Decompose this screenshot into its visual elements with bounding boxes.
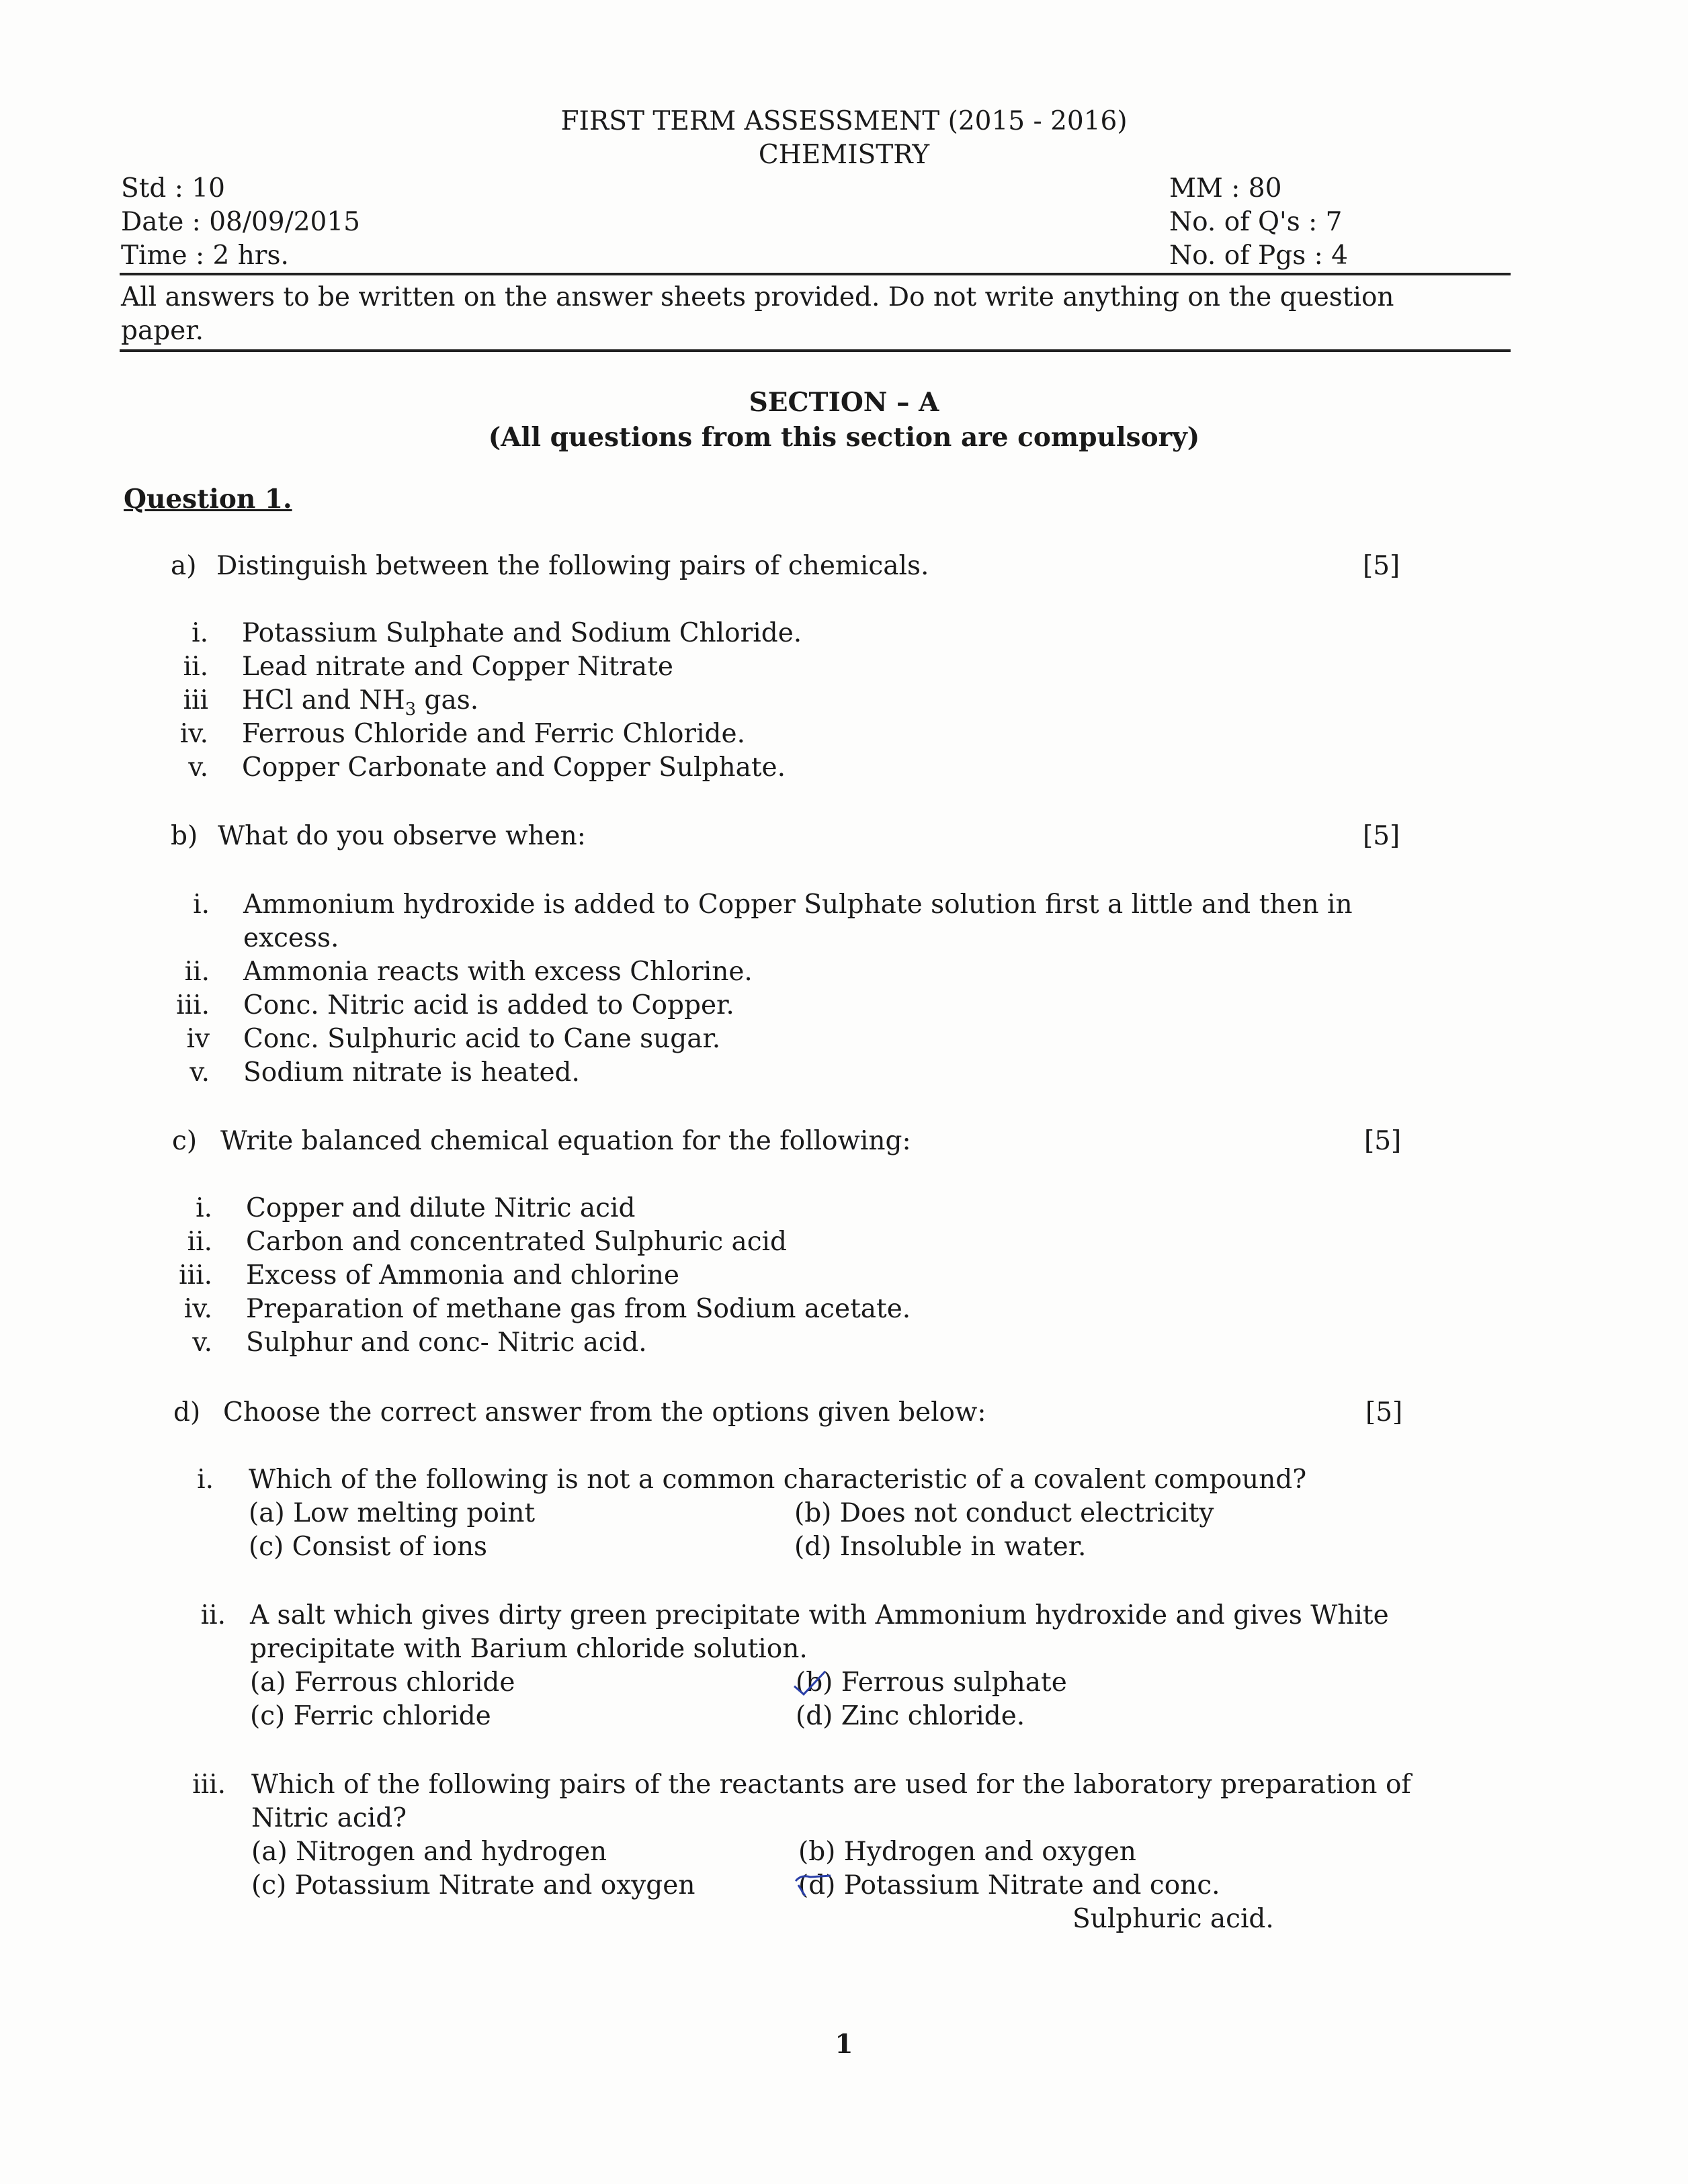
mcq-2-option-b: (b) Ferrous sulphate [796, 1667, 1067, 1698]
mcq-3-option-b: (b) Hydrogen and oxygen [798, 1837, 1136, 1867]
mcq-3-line-2: Nitric acid? [251, 1803, 407, 1833]
mcq-3-num: iii. [192, 1770, 226, 1800]
mcq-1-option-c: (c) Consist of ions [249, 1532, 488, 1562]
mcq-1-option-a: (a) Low melting point [249, 1498, 536, 1528]
part-a-item-text: Copper Carbonate and Copper Sulphate. [242, 752, 786, 783]
part-b-item-text: Conc. Sulphuric acid to Cane sugar. [243, 1024, 721, 1054]
header-rule-top [120, 273, 1511, 275]
mcq-1-option-b: (b) Does not conduct electricity [794, 1498, 1214, 1528]
part-d-text: Choose the correct answer from the options given below: [223, 1397, 986, 1428]
part-a-item-num: iii [183, 685, 208, 715]
exam-title: FIRST TERM ASSESSMENT (2015 - 2016) [560, 106, 1128, 136]
part-a-item-text: Potassium Sulphate and Sodium Chloride. [242, 618, 802, 648]
mcq-3-option-a: (a) Nitrogen and hydrogen [251, 1837, 607, 1867]
part-b-item-text: Ammonia reacts with excess Chlorine. [243, 957, 753, 987]
part-b-item-text: excess. [243, 923, 339, 953]
question-label: Question 1. [124, 484, 292, 515]
instructions-line-2: paper. [121, 316, 204, 346]
part-c-item-text: Sulphur and conc- Nitric acid. [246, 1327, 647, 1358]
part-a-item-num: v. [188, 752, 208, 783]
part-b-text: What do you observe when: [218, 821, 586, 851]
part-b-item-text: Conc. Nitric acid is added to Copper. [243, 990, 734, 1020]
part-a-item-num: iv. [179, 719, 208, 749]
num-pages-label: No. of Pgs : 4 [1169, 241, 1348, 271]
formula-text: HCl and NH [242, 685, 405, 715]
part-b-item-text: Sodium nitrate is heated. [243, 1057, 580, 1088]
part-b-item-num: v. [189, 1057, 210, 1088]
part-b-item-num: i. [193, 889, 210, 920]
mcq-3-option-c: (c) Potassium Nitrate and oxygen [251, 1870, 695, 1901]
part-a-item-num: ii. [183, 652, 208, 682]
mcq-3-option-d: (d) Potassium Nitrate and conc. [798, 1870, 1220, 1901]
part-b-label: b) [171, 821, 198, 851]
std-label: Std : 10 [121, 173, 225, 204]
part-d-marks: [5] [1365, 1397, 1403, 1428]
part-c-text: Write balanced chemical equation for the following: [220, 1126, 911, 1156]
part-c-item-num: iii. [179, 1260, 212, 1291]
formula-subscript: 3 [405, 699, 417, 719]
mcq-2-option-d: (d) Zinc chloride. [796, 1701, 1025, 1731]
section-title: SECTION – A [749, 387, 939, 418]
max-marks-label: MM : 80 [1169, 173, 1282, 204]
section-subtitle: (All questions from this section are compulsory) [488, 422, 1200, 453]
part-a-item-text: Lead nitrate and Copper Nitrate [242, 652, 673, 682]
part-a-text: Distinguish between the following pairs of chemicals. [216, 551, 929, 581]
part-b-item-num: ii. [184, 957, 210, 987]
part-c-item-text: Copper and dilute Nitric acid [246, 1193, 636, 1223]
part-c-item-num: ii. [187, 1227, 212, 1257]
part-a-marks: [5] [1363, 551, 1400, 581]
mcq-1-text: Which of the following is not a common characteristic of a covalent compound? [249, 1465, 1307, 1495]
subject-title: CHEMISTRY [758, 140, 930, 170]
part-d-label: d) [173, 1397, 201, 1428]
pen-tick-mark-icon [793, 1872, 833, 1903]
part-b-item-num: iii. [176, 990, 210, 1020]
part-c-item-text: Carbon and concentrated Sulphuric acid [246, 1227, 787, 1257]
mcq-1-option-d: (d) Insoluble in water. [794, 1532, 1087, 1562]
part-a-item-num: i. [192, 618, 208, 648]
page-number: 1 [835, 2029, 853, 2060]
pen-tick-mark-icon [790, 1667, 831, 1700]
mcq-2-option-a: (a) Ferrous chloride [250, 1667, 515, 1698]
part-c-label: c) [172, 1126, 198, 1156]
part-b-item-num: iv [186, 1024, 210, 1054]
part-b-marks: [5] [1363, 821, 1400, 851]
mcq-1-num: i. [197, 1465, 214, 1495]
part-c-item-num: v. [192, 1327, 212, 1358]
part-c-item-num: i. [196, 1193, 212, 1223]
part-c-item-text: Preparation of methane gas from Sodium acetate. [246, 1294, 911, 1324]
mcq-3-option-d-cont: Sulphuric acid. [1072, 1904, 1274, 1934]
part-a-label: a) [171, 551, 197, 581]
time-label: Time : 2 hrs. [121, 241, 289, 271]
part-a-item-text: Ferrous Chloride and Ferric Chloride. [242, 719, 745, 749]
mcq-2-line-1: A salt which gives dirty green precipitate with Ammonium hydroxide and gives White [250, 1600, 1389, 1630]
mcq-2-line-2: precipitate with Barium chloride solution. [250, 1634, 808, 1664]
mcq-2-option-c: (c) Ferric chloride [250, 1701, 491, 1731]
formula-tail: gas. [416, 685, 479, 715]
header-rule-bottom [120, 349, 1511, 352]
part-c-marks: [5] [1364, 1126, 1402, 1156]
part-c-item-text: Excess of Ammonia and chlorine [246, 1260, 679, 1291]
mcq-3-line-1: Which of the following pairs of the reactants are used for the laboratory preparation of [251, 1770, 1411, 1800]
mcq-2-num: ii. [200, 1600, 226, 1630]
part-b-item-text: Ammonium hydroxide is added to Copper Sulphate solution first a little and then in [243, 889, 1353, 920]
date-label: Date : 08/09/2015 [121, 207, 360, 237]
num-questions-label: No. of Q's : 7 [1169, 207, 1343, 237]
instructions-line-1: All answers to be written on the answer sheets provided. Do not write anything on the question [121, 282, 1394, 312]
part-c-item-num: iv. [183, 1294, 212, 1324]
